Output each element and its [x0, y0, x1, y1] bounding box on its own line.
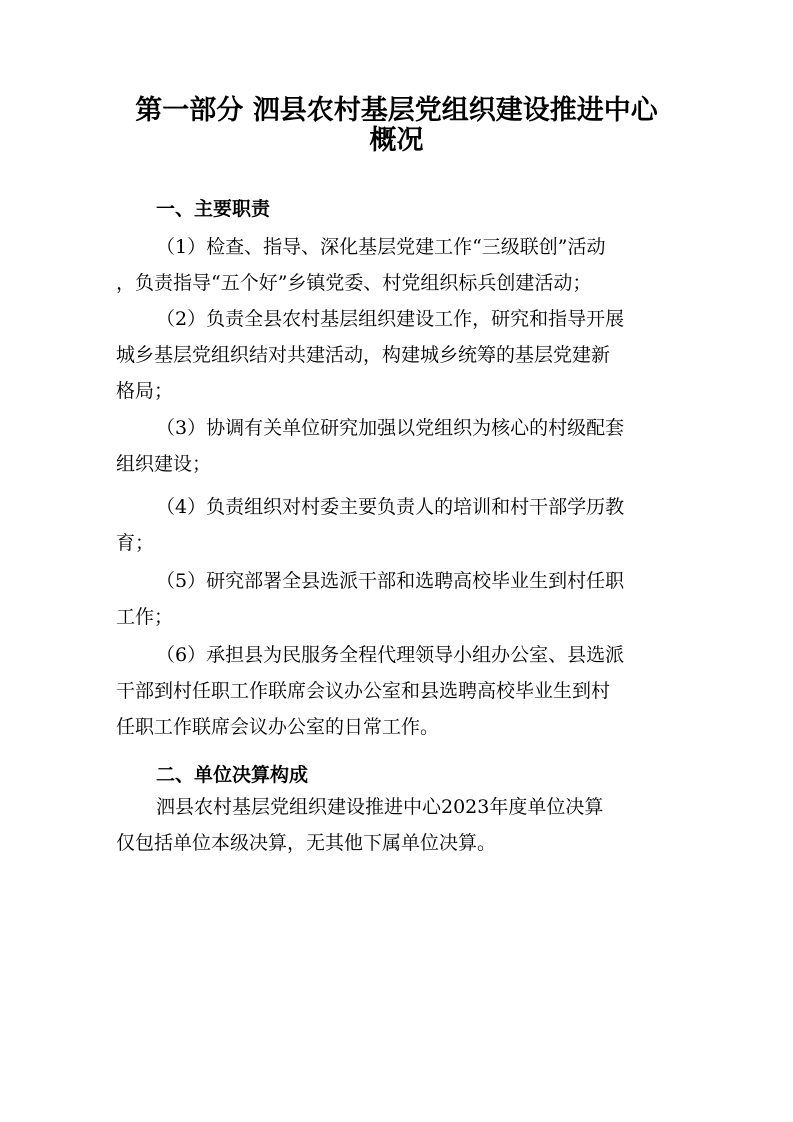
- duty-item-5: [116, 563, 716, 635]
- duty-item-6-line-1: （6）承担县为民服务全程代理领导小组办公室、县选派: [156, 644, 625, 666]
- duty-item-2-line-2: 城乡基层党组织结对共建活动，构建城乡统筹的基层党建新: [116, 344, 611, 366]
- duty-item-1: [116, 229, 716, 301]
- duty-item-4: [116, 489, 716, 561]
- budget-composition-line-1: 泗县农村基层党组织建设推进中心2023年度单位决算: [156, 796, 604, 818]
- budget-composition-line-2: 仅包括单位本级决算，无其他下属单位决算。: [116, 832, 497, 854]
- budget-composition-paragraph: [116, 789, 716, 861]
- duty-item-2-line-3: 格局；: [116, 380, 174, 402]
- duty-item-5-line-2: 工作；: [116, 606, 174, 628]
- section-heading-main-duties: 一、主要职责: [156, 198, 271, 220]
- duty-item-6-line-2: 干部到村任职工作联席会议办公室和县选聘高校毕业生到村: [116, 680, 611, 702]
- duty-item-4-line-2: 育；: [116, 532, 155, 554]
- duty-item-3: [116, 410, 716, 482]
- duty-item-1-line-2: ，负责指导“五个好”乡镇党委、村党组织标兵创建活动；: [116, 272, 592, 294]
- section-heading-budget-composition: 二、单位决算构成: [156, 764, 309, 786]
- page-title-line-1: 第一部分 泗县农村基层党组织建设推进中心: [135, 95, 658, 126]
- duty-item-2: [116, 301, 716, 409]
- duty-item-3-line-2: 组织建设；: [116, 453, 212, 475]
- duty-item-5-line-1: （5）研究部署全县选派干部和选聘高校毕业生到村任职: [156, 570, 625, 592]
- duty-item-3-line-1: （3）协调有关单位研究加强以党组织为核心的村级配套: [156, 417, 625, 439]
- duty-item-6-line-3: 任职工作联席会议办公室的日常工作。: [116, 716, 440, 738]
- page-title-line-2: 概况: [369, 125, 424, 156]
- duty-item-6: [116, 637, 716, 745]
- page-title: [100, 96, 693, 156]
- duty-item-4-line-1: （4）负责组织对村委主要负责人的培训和村干部学历教: [156, 496, 625, 518]
- duty-item-1-line-1: （1）检查、指导、深化基层党建工作“三级联创”活动: [156, 236, 606, 258]
- duty-item-2-line-1: （2）负责全县农村基层组织建设工作，研究和指导开展: [156, 308, 625, 330]
